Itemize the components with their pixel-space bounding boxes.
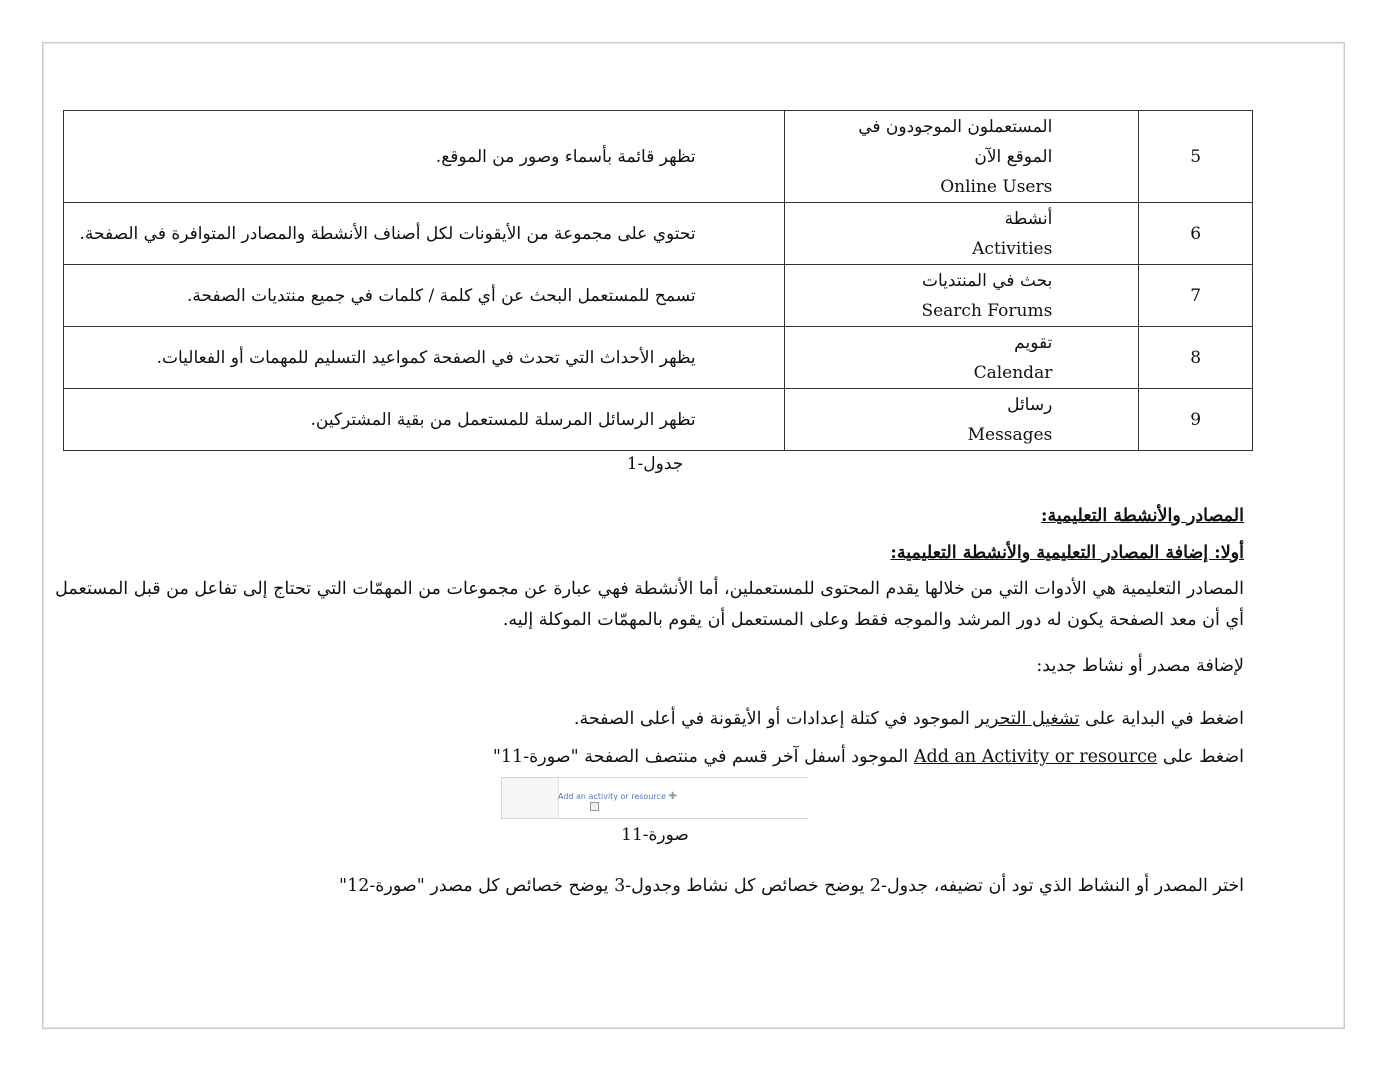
figure-screenshot (501, 777, 808, 819)
table-row (64, 327, 1253, 389)
add-activity-link[interactable]: Add an Activity or resource (913, 747, 1158, 767)
row-name-en: Activities (972, 238, 1053, 259)
paragraph-line: أي أن معد الصفحة يكون له دور المرشد والموجه فقط وعلى المستعمل أن يقوم بالمهمّات الموكلة إليه. (502, 610, 1244, 630)
screenshot-add-activity-link: Add an activity or resource ✚ (558, 791, 677, 802)
row-name-ar: الموقع الآن (974, 146, 1053, 167)
table-row (64, 111, 1253, 203)
section-subtitle: أولا: إضافة المصادر التعليمية والأنشطة التعليمية: (890, 543, 1244, 563)
step-2 (493, 747, 1244, 767)
row-name (784, 111, 1139, 203)
row-number: 5 (1139, 111, 1253, 203)
row-description: تظهر الرسائل المرسلة للمستعمل من بقية المشتركين. (64, 389, 785, 451)
features-table (63, 110, 1253, 451)
step-1-prefix: اضغط في البداية على (1079, 709, 1244, 729)
figure-caption: صورة-11 (621, 825, 689, 845)
row-name (784, 203, 1139, 265)
table-row (64, 389, 1253, 451)
row-number: 9 (1139, 389, 1253, 451)
row-name-en: Calendar (973, 362, 1053, 383)
row-name-ar: رسائل (1007, 394, 1053, 415)
table-row (64, 265, 1253, 327)
row-description: يظهر الأحداث التي تحدث في الصفحة كمواعيد التسليم للمهمات أو الفعاليات. (64, 327, 785, 389)
table-caption: جدول-1 (626, 454, 684, 474)
step-1-suffix: الموجود في كتلة إعدادات أو الأيقونة في أعلى الصفحة. (573, 709, 976, 729)
row-name (784, 265, 1139, 327)
section-title: المصادر والأنشطة التعليمية: (1041, 506, 1244, 526)
row-name (784, 389, 1139, 451)
row-description: تسمح للمستعمل البحث عن أي كلمة / كلمات في جميع منتديات الصفحة. (64, 265, 785, 327)
row-description: تظهر قائمة بأسماء وصور من الموقع. (64, 111, 785, 203)
row-name (784, 327, 1139, 389)
row-name-ar: تقويم (1014, 332, 1053, 353)
edit-icon (590, 802, 599, 811)
row-number: 7 (1139, 265, 1253, 327)
step-2-prefix: اضغط على (1157, 747, 1244, 767)
row-name-en: Online Users (940, 176, 1053, 197)
row-name-en: Messages (967, 424, 1053, 445)
row-name-en: Search Forums (921, 300, 1053, 321)
row-name-ar: بحث في المنتديات (921, 270, 1053, 291)
step-1 (574, 709, 1244, 729)
row-description: تحتوي على مجموعة من الأيقونات لكل أصناف الأنشطة والمصادر المتوافرة في الصفحة. (64, 203, 785, 265)
row-number: 6 (1139, 203, 1253, 265)
paragraph-line: المصادر التعليمية هي الأدوات التي من خلالها يقدم المحتوى للمستعملين، أما الأنشطة فهي عبارة عن مجموعات من المهمّات التي تحتاج إلى تفاعل من قبل المستعمل (55, 579, 1244, 599)
table-row (64, 203, 1253, 265)
row-name-ar: أنشطة (1004, 208, 1053, 229)
step-2-suffix: الموجود أسفل آخر قسم في منتصف الصفحة "صورة-11" (492, 747, 914, 767)
plus-icon: ✚ (668, 791, 677, 802)
final-line: اختر المصدر أو النشاط الذي تود أن تضيفه، جدول-2 يوضح خصائص كل نشاط وجدول-3 يوضح خصائص كل مصدر "صورة-12" (339, 876, 1244, 896)
turn-editing-on-link[interactable]: تشغيل التحرير (975, 709, 1080, 729)
add-intro: لإضافة مصدر أو نشاط جديد: (1036, 656, 1244, 676)
row-name-ar: المستعملون الموجودون في (858, 116, 1053, 137)
row-number: 8 (1139, 327, 1253, 389)
